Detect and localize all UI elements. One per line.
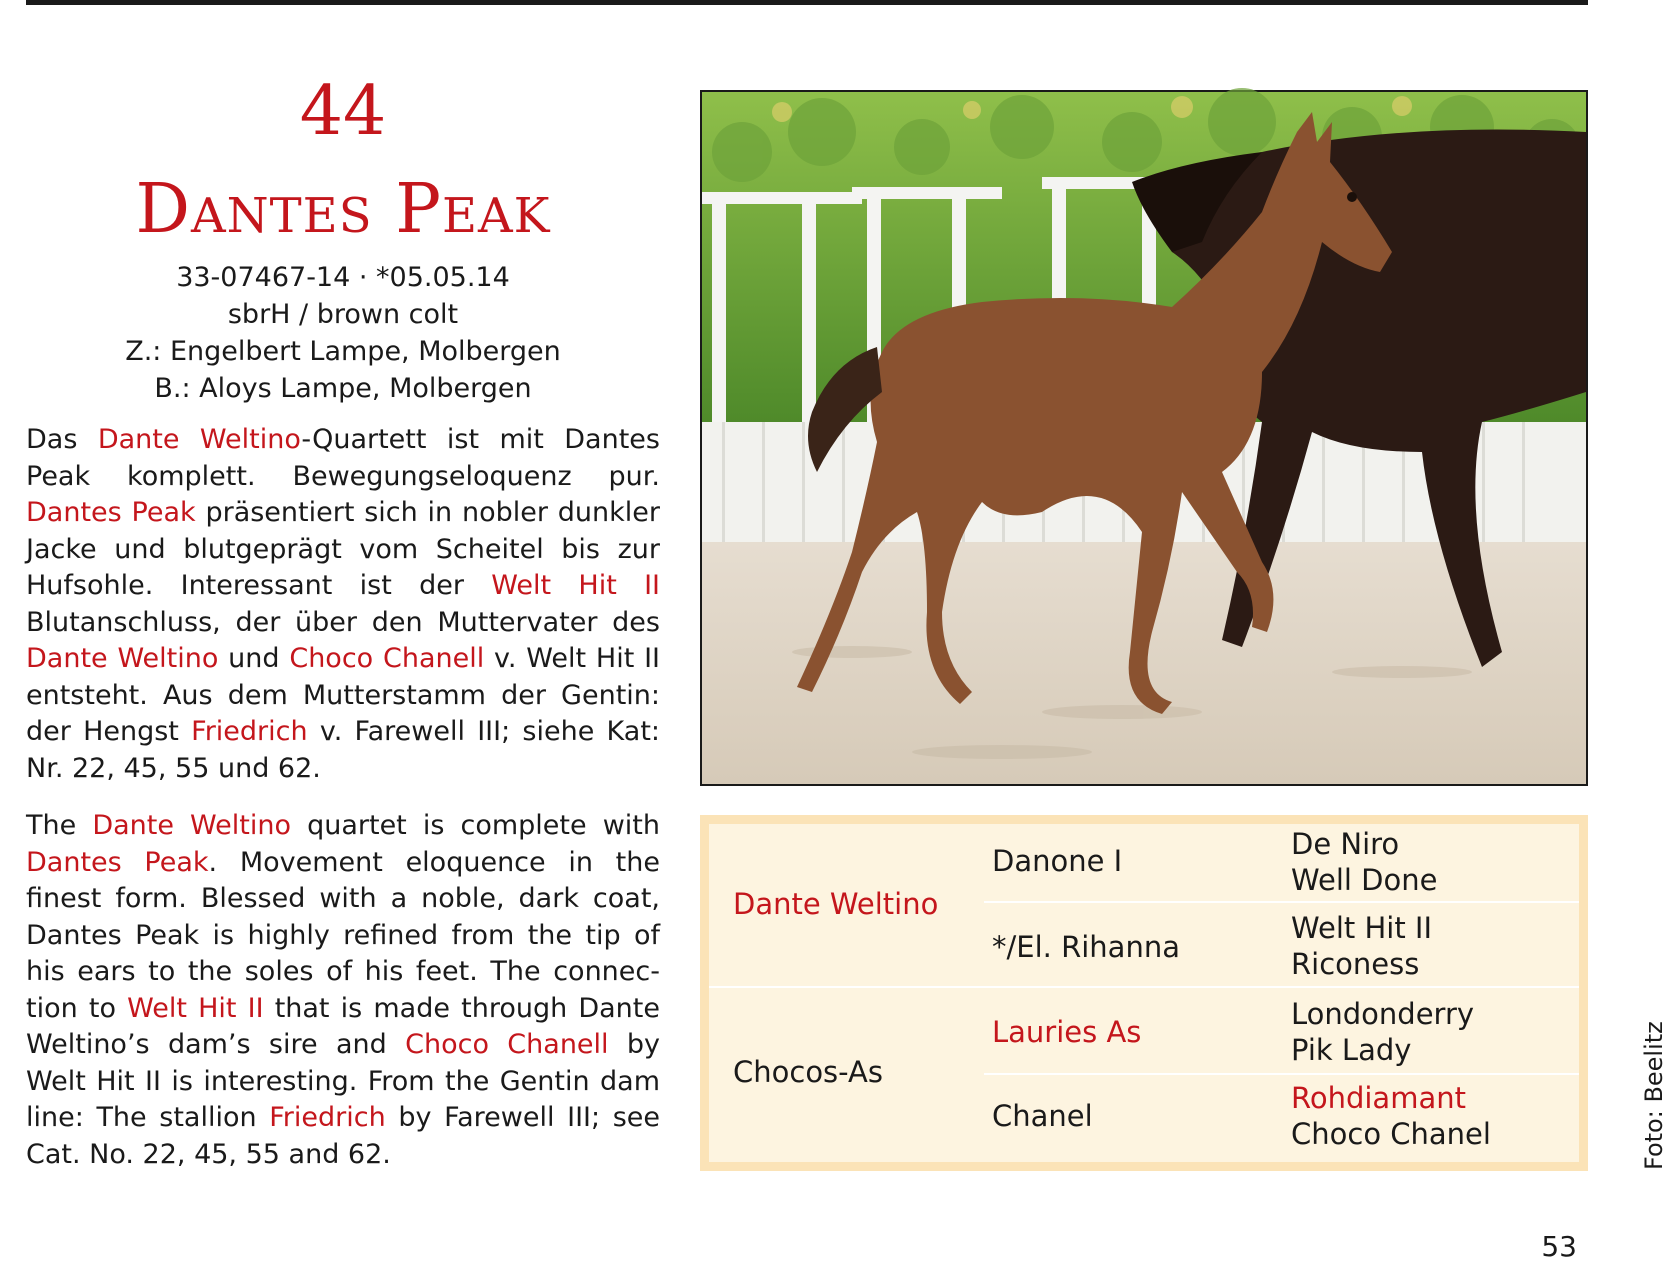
- pedigree-dam: Chocos-As: [733, 1055, 883, 1089]
- stallion-ref: Friedrich: [269, 1102, 386, 1133]
- description-german: Das Dante Weltino-Quartett ist mit Dantes Peak komplett. Bewegungseloquenz pur. Dantes Peak präsentiert sich in nobler dunkler Jacke und blutgeprägt vom Scheitel bis zur Hufsohle. Interessant ist der Welt Hit II Blutanschluss, der über den Muttervater des Dante Weltino und Choco Chanell v. Welt Hit II entsteht. Aus dem Mutterstamm der Gentin: der Hengst Friedrich v. Farewell III; siehe Kat: Nr. 22, 45, 55 und 62.: [26, 424, 661, 784]
- breeder-line: Z.: Engelbert Lampe, Molbergen: [125, 336, 561, 367]
- sire-ref: Dante Weltino: [26, 643, 219, 674]
- dam-ref: Choco Chanell: [289, 643, 485, 674]
- pedigree-dam-dam: Chanel: [992, 1099, 1093, 1133]
- pedigree-sd-dam: Riconess: [1291, 947, 1420, 981]
- horse-ref: Dantes Peak: [26, 846, 209, 878]
- horse-photo: [700, 90, 1588, 786]
- pedigree-sire-dam: */El. Rihanna: [992, 930, 1180, 964]
- pedigree-ds-dam: Pik Lady: [1291, 1033, 1412, 1067]
- registration-line: 33-07467-14 · *05.05.14: [176, 262, 510, 293]
- pedigree-dam-sire: Lauries As: [992, 1015, 1142, 1049]
- sire-ref: Dante Weltino: [92, 810, 291, 841]
- horse-meta: [26, 259, 660, 407]
- page-number: 53: [1541, 1230, 1577, 1263]
- pedigree-table: [700, 815, 1588, 1171]
- horse-name: Dantes Peak: [135, 170, 551, 249]
- pedigree-dd-sire: Rohdiamant: [1291, 1081, 1466, 1115]
- owner-line: B.: Aloys Lampe, Molbergen: [154, 373, 532, 404]
- sire-ref: Dante Weltino: [97, 424, 302, 455]
- pedigree-ds-sire: Londonderry: [1291, 997, 1475, 1031]
- pedigree-divider: [984, 901, 1579, 903]
- pedigree-inner: [709, 824, 1579, 1162]
- foal-and-mare-illustration: [702, 92, 1586, 784]
- colour-line: sbrH / brown colt: [227, 299, 459, 330]
- bloodline-ref: Welt Hit II: [127, 992, 264, 1024]
- pedigree-sire: Dante Weltino: [733, 887, 939, 921]
- dam-ref: Choco Chanell: [405, 1029, 609, 1060]
- pedigree-sd-sire: Welt Hit II: [1291, 911, 1433, 945]
- description-english: The Dante Weltino quartet is complete with Dantes Peak. Movement eloquence in the finest form. Blessed with a noble, dark coat, Dantes Peak is highly refined from the tip of his ears to the soles of his feet. The connection to Welt Hit II that is made through Dante Weltino’s dam’s sire and Choco Chanell by Welt Hit II is interesting. From the Gentin dam line: The stallion Friedrich by Farewell III; see Cat. No. 22, 45, 55 and 62.: [26, 810, 661, 1170]
- horse-ref: Dantes Peak: [26, 497, 196, 528]
- pedigree-divider: [984, 1073, 1579, 1075]
- pedigree-dd-dam: Choco Chanel: [1291, 1117, 1491, 1151]
- photo-credit: Foto: Beelitz: [1640, 1021, 1668, 1170]
- lot-number: 44: [299, 72, 387, 151]
- pedigree-ss-sire: De Niro: [1291, 827, 1400, 861]
- bloodline-ref: Welt Hit II: [491, 570, 661, 601]
- pedigree-divider: [709, 986, 1579, 988]
- stallion-ref: Friedrich: [191, 716, 308, 747]
- top-rule: [26, 0, 1588, 5]
- pedigree-sire-sire: Danone I: [992, 844, 1123, 878]
- pedigree-ss-dam: Well Done: [1291, 863, 1438, 897]
